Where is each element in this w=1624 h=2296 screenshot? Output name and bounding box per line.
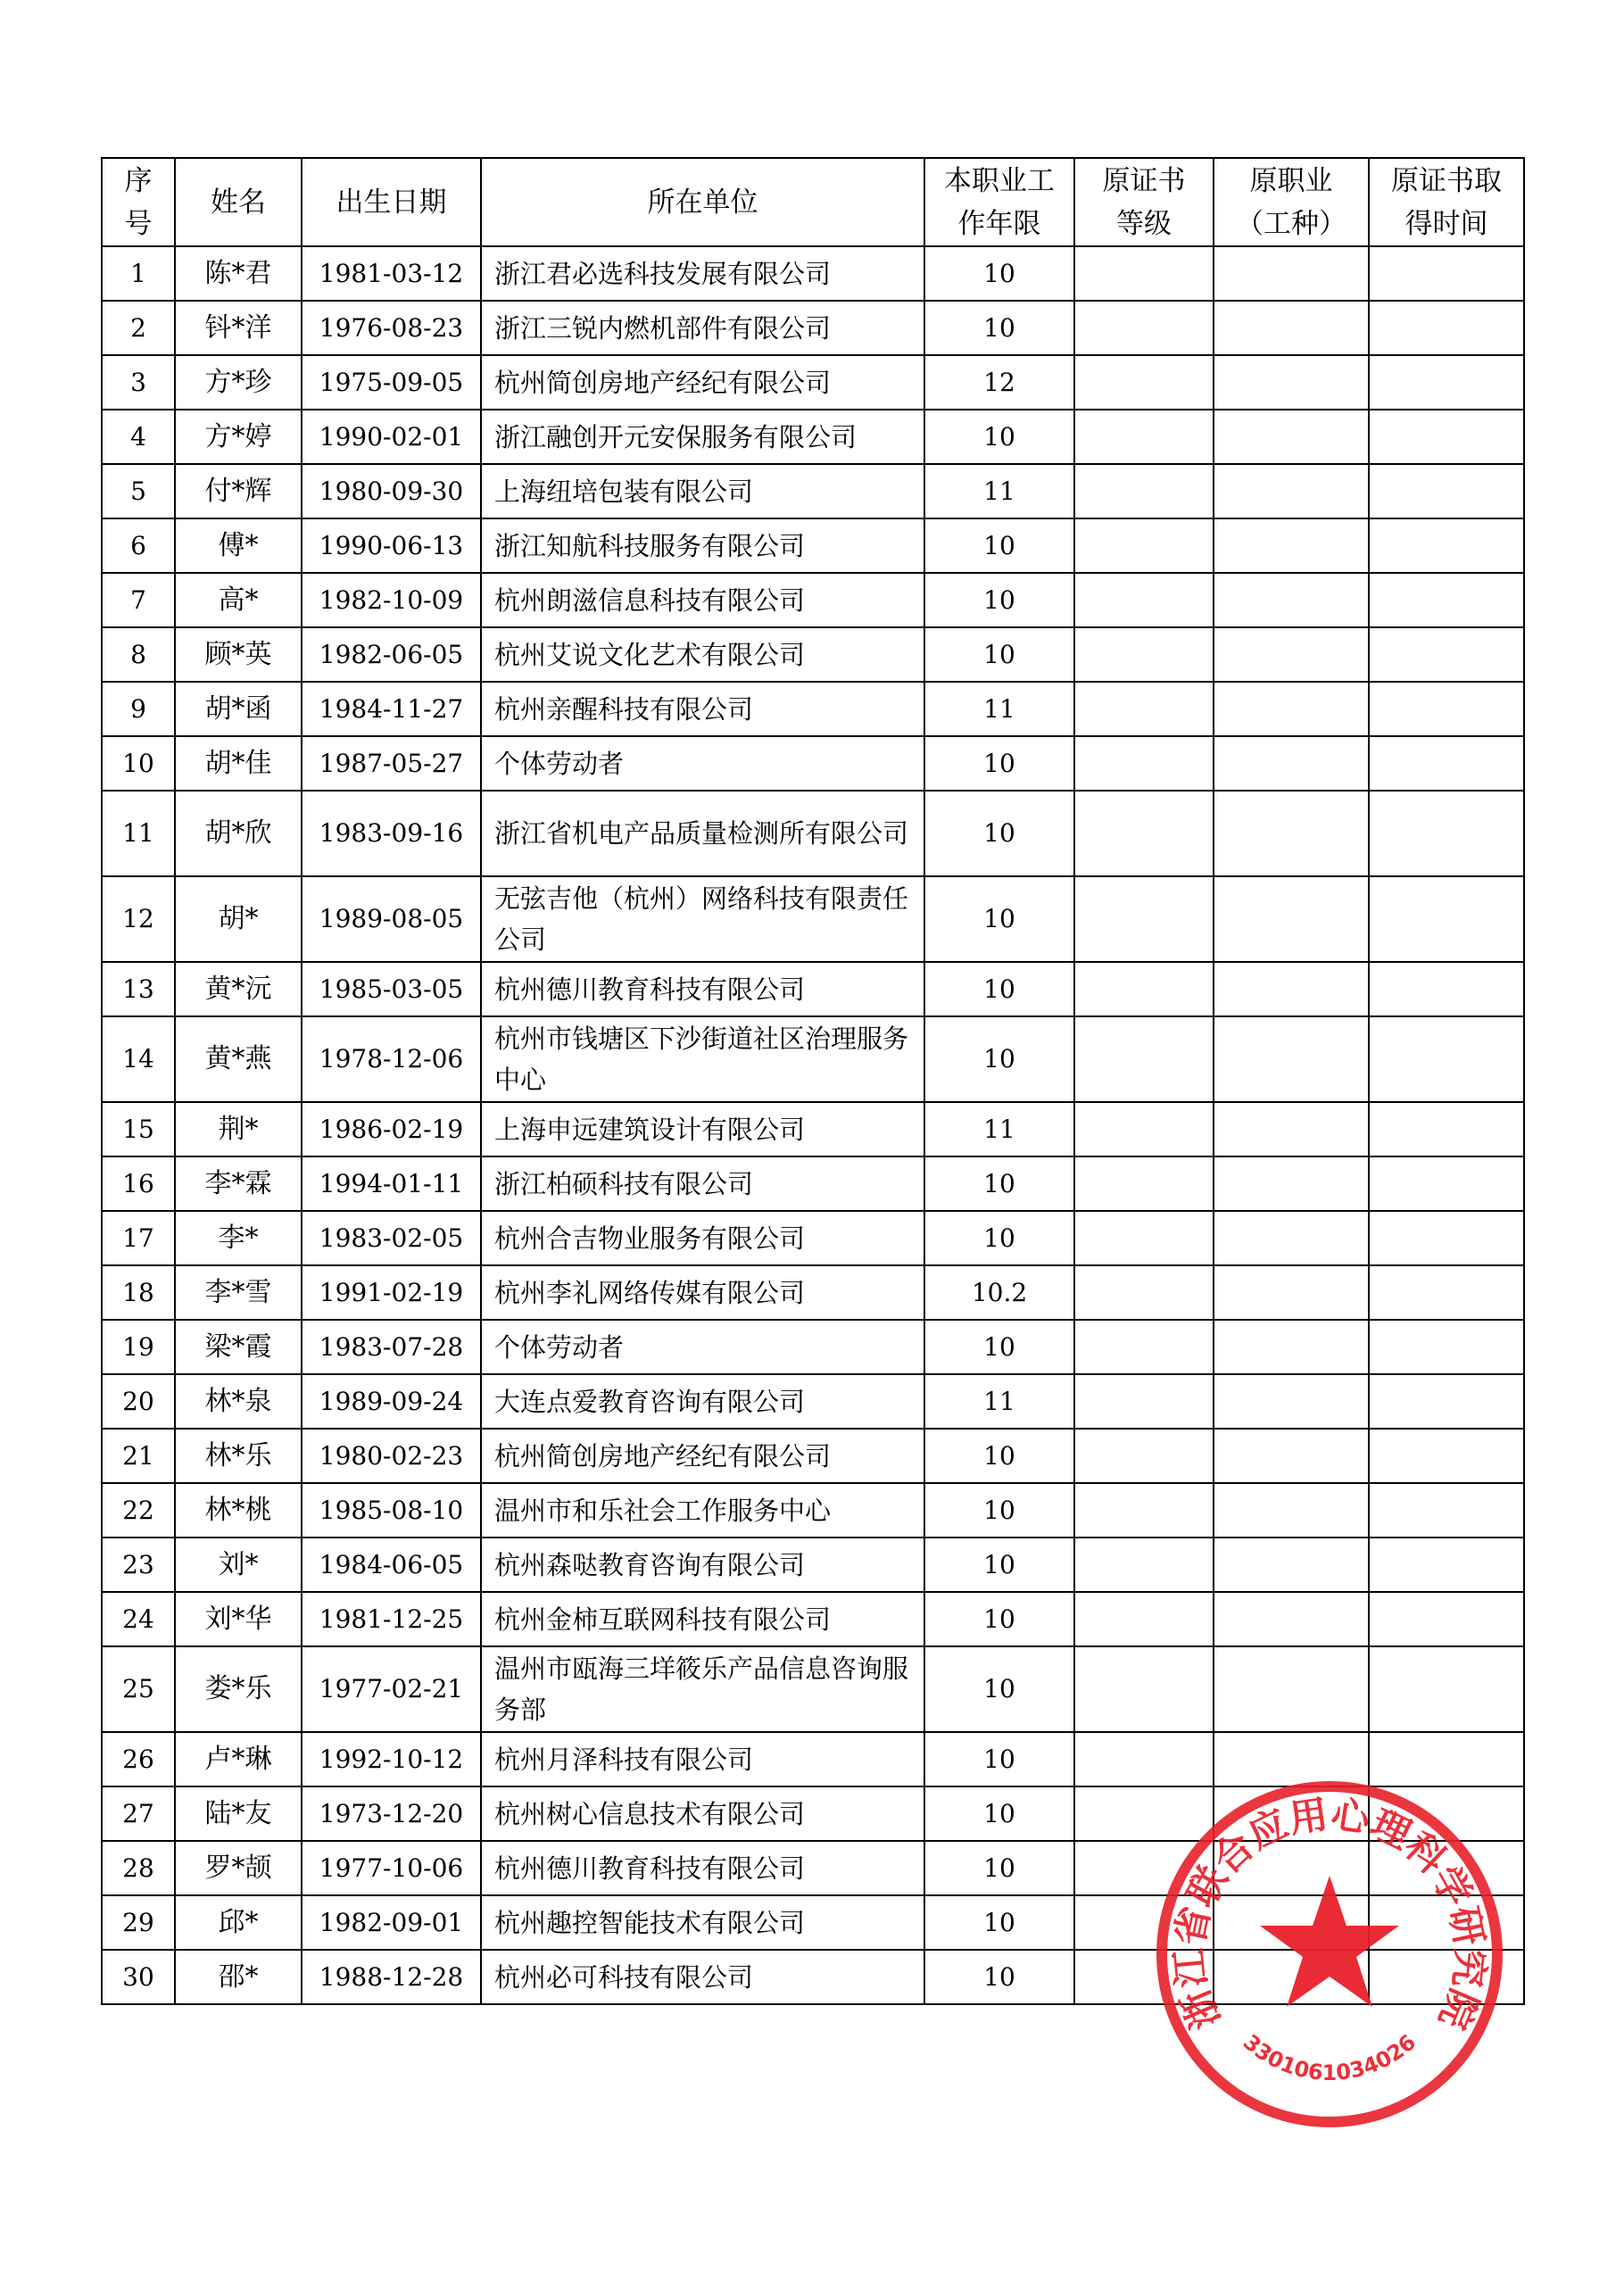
cell-unit: 上海申远建筑设计有限公司 [481,1102,924,1156]
cell-unit: 温州市和乐社会工作服务中心 [481,1483,924,1538]
cell-years: 10 [924,1841,1074,1895]
cell-cert-time [1369,1211,1524,1265]
table-row [102,573,1524,627]
cell-unit: 杭州艾说文化艺术有限公司 [481,627,924,682]
cell-unit: 杭州朗滋信息科技有限公司 [481,573,924,627]
cell-name: 陈*君 [175,246,302,301]
header-cert-time: 原证书取 得时间 [1369,158,1524,246]
cell-birth: 1990-02-01 [302,410,481,464]
cell-orig-job [1214,1211,1369,1265]
cell-birth: 1975-09-05 [302,355,481,410]
cell-years: 10 [924,1211,1074,1265]
cell-birth: 1992-10-12 [302,1732,481,1786]
table-row [102,1483,1524,1538]
cell-seq: 17 [102,1211,175,1265]
header-cert-level: 原证书 等级 [1074,158,1214,246]
cell-cert-level [1074,876,1214,962]
cell-cert-time [1369,410,1524,464]
cell-years: 10.2 [924,1265,1074,1320]
table-row [102,1374,1524,1429]
cell-orig-job [1214,876,1369,962]
cell-cert-time [1369,1016,1524,1102]
cell-orig-job [1214,1429,1369,1483]
cell-name: 卢*琳 [175,1732,302,1786]
cell-seq: 13 [102,962,175,1016]
cell-cert-time [1369,1102,1524,1156]
cell-years: 10 [924,627,1074,682]
cell-orig-job [1214,1102,1369,1156]
header-row [102,158,1524,246]
cell-seq: 30 [102,1950,175,2004]
cell-cert-level [1074,627,1214,682]
cell-birth: 1989-09-24 [302,1374,481,1429]
cell-unit: 杭州亲醒科技有限公司 [481,682,924,736]
table-row [102,1016,1524,1102]
cell-birth: 1982-10-09 [302,573,481,627]
cell-cert-time [1369,627,1524,682]
cell-seq: 28 [102,1841,175,1895]
table-row [102,355,1524,410]
cell-name: 李* [175,1211,302,1265]
cell-birth: 1980-02-23 [302,1429,481,1483]
cell-years: 10 [924,1320,1074,1374]
cell-birth: 1985-03-05 [302,962,481,1016]
cell-unit: 无弦吉他（杭州）网络科技有限责任公司 [481,876,924,962]
cell-name: 方*珍 [175,355,302,410]
cell-cert-level [1074,1538,1214,1592]
cell-seq: 22 [102,1483,175,1538]
cell-years: 10 [924,791,1074,876]
seal-name: 浙江省联合应用心理科学研究院 [1166,1792,1493,2035]
cell-seq: 26 [102,1732,175,1786]
header-seq: 序 号 [102,158,175,246]
cell-cert-level [1074,1646,1214,1732]
cell-name: 胡*佳 [175,736,302,791]
cell-birth: 1977-10-06 [302,1841,481,1895]
cell-birth: 1973-12-20 [302,1786,481,1841]
cell-name: 李*霖 [175,1156,302,1211]
cell-unit: 浙江君必选科技发展有限公司 [481,246,924,301]
cell-years: 10 [924,1950,1074,2004]
cell-orig-job [1214,573,1369,627]
cell-name: 罗*颉 [175,1841,302,1895]
cell-seq: 12 [102,876,175,962]
cell-birth: 1983-02-05 [302,1211,481,1265]
roster-table [101,157,1525,2005]
cell-birth: 1977-02-21 [302,1646,481,1732]
cell-years: 10 [924,1156,1074,1211]
cell-name: 娄*乐 [175,1646,302,1732]
cell-seq: 6 [102,518,175,573]
cell-name: 刘*华 [175,1592,302,1646]
cell-cert-level [1074,573,1214,627]
table-row [102,1211,1524,1265]
cell-years: 10 [924,1646,1074,1732]
svg-text:3301061034026 [1239,2029,1421,2085]
cell-cert-level [1074,1156,1214,1211]
cell-orig-job [1214,464,1369,518]
cell-cert-level [1074,1374,1214,1429]
cell-orig-job [1214,246,1369,301]
cell-cert-time [1369,301,1524,355]
cell-seq: 14 [102,1016,175,1102]
cell-name: 邵* [175,1950,302,2004]
cell-birth: 1978-12-06 [302,1016,481,1102]
cell-name: 傅* [175,518,302,573]
cell-cert-time [1369,1265,1524,1320]
cell-seq: 4 [102,410,175,464]
cell-years: 11 [924,464,1074,518]
cell-birth: 1976-08-23 [302,301,481,355]
cell-cert-time [1369,876,1524,962]
cell-birth: 1994-01-11 [302,1156,481,1211]
cell-orig-job [1214,1320,1369,1374]
cell-unit: 个体劳动者 [481,736,924,791]
cell-name: 邱* [175,1895,302,1950]
cell-unit: 杭州简创房地产经纪有限公司 [481,355,924,410]
cell-unit: 浙江知航科技服务有限公司 [481,518,924,573]
cell-years: 10 [924,301,1074,355]
cell-unit: 上海纽培包装有限公司 [481,464,924,518]
cell-cert-level [1074,1320,1214,1374]
cell-cert-level [1074,1592,1214,1646]
cell-seq: 23 [102,1538,175,1592]
cell-name: 黄*沅 [175,962,302,1016]
cell-seq: 25 [102,1646,175,1732]
cell-seq: 18 [102,1265,175,1320]
cell-years: 10 [924,1429,1074,1483]
cell-cert-level [1074,301,1214,355]
cell-cert-time [1369,1592,1524,1646]
cell-seq: 19 [102,1320,175,1374]
cell-name: 胡*函 [175,682,302,736]
cell-cert-level [1074,1102,1214,1156]
cell-cert-time [1369,791,1524,876]
cell-cert-time [1369,355,1524,410]
table-row [102,962,1524,1016]
cell-cert-level [1074,518,1214,573]
cell-unit: 杭州金柿互联网科技有限公司 [481,1592,924,1646]
cell-unit: 杭州趣控智能技术有限公司 [481,1895,924,1950]
cell-cert-time [1369,573,1524,627]
cell-orig-job [1214,962,1369,1016]
cell-birth: 1989-08-05 [302,876,481,962]
seal-code: 3301061034026 [1238,2029,1421,2085]
cell-birth: 1988-12-28 [302,1950,481,2004]
cell-birth: 1990-06-13 [302,518,481,573]
cell-orig-job [1214,410,1369,464]
cell-seq: 21 [102,1429,175,1483]
table-row [102,1102,1524,1156]
cell-name: 刘* [175,1538,302,1592]
cell-name: 林*泉 [175,1374,302,1429]
table-row [102,1646,1524,1732]
cell-unit: 浙江三锐内燃机部件有限公司 [481,301,924,355]
cell-orig-job [1214,355,1369,410]
roster-sheet [101,157,1523,2005]
cell-cert-level [1074,962,1214,1016]
cell-cert-time [1369,1429,1524,1483]
cell-years: 11 [924,1374,1074,1429]
roster-body [102,246,1524,2004]
header-years: 本职业工 作年限 [924,158,1074,246]
cell-unit: 杭州合吉物业服务有限公司 [481,1211,924,1265]
cell-years: 10 [924,1483,1074,1538]
cell-unit: 杭州森哒教育咨询有限公司 [481,1538,924,1592]
table-row [102,1592,1524,1646]
cell-years: 10 [924,1732,1074,1786]
cell-seq: 11 [102,791,175,876]
cell-orig-job [1214,627,1369,682]
cell-birth: 1983-07-28 [302,1320,481,1374]
cell-cert-level [1074,246,1214,301]
cell-name: 黄*燕 [175,1016,302,1102]
cell-seq: 27 [102,1786,175,1841]
cell-unit: 杭州德川教育科技有限公司 [481,1841,924,1895]
table-row [102,1265,1524,1320]
cell-seq: 9 [102,682,175,736]
cell-years: 10 [924,246,1074,301]
table-row [102,464,1524,518]
cell-years: 10 [924,962,1074,1016]
official-seal [1151,1776,1508,2133]
cell-unit: 杭州月泽科技有限公司 [481,1732,924,1786]
cell-birth: 1982-06-05 [302,627,481,682]
cell-orig-job [1214,791,1369,876]
cell-cert-level [1074,1265,1214,1320]
cell-birth: 1987-05-27 [302,736,481,791]
cell-orig-job [1214,1483,1369,1538]
table-row [102,1320,1524,1374]
cell-seq: 20 [102,1374,175,1429]
cell-seq: 5 [102,464,175,518]
cell-years: 11 [924,682,1074,736]
cell-years: 10 [924,1592,1074,1646]
cell-orig-job [1214,1592,1369,1646]
table-row [102,627,1524,682]
cell-cert-time [1369,464,1524,518]
cell-name: 陆*友 [175,1786,302,1841]
cell-birth: 1986-02-19 [302,1102,481,1156]
cell-unit: 浙江省机电产品质量检测所有限公司 [481,791,924,876]
cell-unit: 杭州必可科技有限公司 [481,1950,924,2004]
cell-birth: 1980-09-30 [302,464,481,518]
cell-birth: 1981-12-25 [302,1592,481,1646]
cell-years: 10 [924,1538,1074,1592]
cell-name: 高* [175,573,302,627]
cell-unit: 浙江柏硕科技有限公司 [481,1156,924,1211]
cell-name: 李*雪 [175,1265,302,1320]
table-row [102,682,1524,736]
cell-cert-time [1369,736,1524,791]
cell-years: 10 [924,518,1074,573]
cell-cert-level [1074,355,1214,410]
cell-cert-level [1074,1211,1214,1265]
cell-years: 10 [924,1895,1074,1950]
cell-years: 12 [924,355,1074,410]
cell-unit: 温州市瓯海三垟筱乐产品信息咨询服务部 [481,1646,924,1732]
cell-cert-time [1369,518,1524,573]
cell-cert-level [1074,736,1214,791]
cell-cert-level [1074,464,1214,518]
cell-cert-time [1369,962,1524,1016]
cell-years: 11 [924,1102,1074,1156]
cell-cert-level [1074,791,1214,876]
table-row [102,246,1524,301]
cell-unit: 杭州李礼网络传媒有限公司 [481,1265,924,1320]
table-row [102,1538,1524,1592]
cell-orig-job [1214,1016,1369,1102]
cell-seq: 24 [102,1592,175,1646]
cell-orig-job [1214,1646,1369,1732]
cell-seq: 8 [102,627,175,682]
cell-years: 10 [924,1016,1074,1102]
cell-cert-time [1369,1538,1524,1592]
cell-seq: 3 [102,355,175,410]
cell-birth: 1984-11-27 [302,682,481,736]
cell-seq: 10 [102,736,175,791]
table-row [102,1429,1524,1483]
cell-seq: 2 [102,301,175,355]
cell-cert-time [1369,1646,1524,1732]
cell-cert-time [1369,1156,1524,1211]
cell-seq: 29 [102,1895,175,1950]
cell-cert-time [1369,1483,1524,1538]
cell-orig-job [1214,736,1369,791]
header-unit: 所在单位 [481,158,924,246]
cell-unit: 杭州简创房地产经纪有限公司 [481,1429,924,1483]
cell-cert-level [1074,1429,1214,1483]
cell-unit: 杭州市钱塘区下沙街道社区治理服务中心 [481,1016,924,1102]
cell-years: 10 [924,573,1074,627]
cell-name: 荆* [175,1102,302,1156]
cell-seq: 15 [102,1102,175,1156]
cell-cert-time [1369,246,1524,301]
table-row [102,876,1524,962]
table-row [102,1156,1524,1211]
cell-cert-level [1074,410,1214,464]
cell-years: 10 [924,1786,1074,1841]
cell-name: 胡*欣 [175,791,302,876]
cell-orig-job [1214,301,1369,355]
table-row [102,301,1524,355]
cell-cert-level [1074,1016,1214,1102]
cell-birth: 1991-02-19 [302,1265,481,1320]
cell-seq: 16 [102,1156,175,1211]
cell-name: 付*辉 [175,464,302,518]
cell-seq: 1 [102,246,175,301]
cell-name: 顾*英 [175,627,302,682]
star-icon [1260,1876,1399,2007]
cell-orig-job [1214,682,1369,736]
cell-years: 10 [924,876,1074,962]
cell-name: 钭*洋 [175,301,302,355]
cell-orig-job [1214,518,1369,573]
cell-unit: 大连点爱教育咨询有限公司 [481,1374,924,1429]
header-orig-job: 原职业 （工种） [1214,158,1369,246]
cell-name: 方*婷 [175,410,302,464]
cell-name: 梁*霞 [175,1320,302,1374]
table-row [102,791,1524,876]
cell-birth: 1982-09-01 [302,1895,481,1950]
cell-birth: 1984-06-05 [302,1538,481,1592]
cell-cert-level [1074,1483,1214,1538]
table-row [102,518,1524,573]
table-row [102,736,1524,791]
header-name: 姓名 [175,158,302,246]
cell-name: 胡* [175,876,302,962]
cell-orig-job [1214,1374,1369,1429]
table-row [102,410,1524,464]
cell-unit: 浙江融创开元安保服务有限公司 [481,410,924,464]
cell-cert-time [1369,682,1524,736]
cell-unit: 个体劳动者 [481,1320,924,1374]
cell-birth: 1985-08-10 [302,1483,481,1538]
cell-birth: 1981-03-12 [302,246,481,301]
cell-seq: 7 [102,573,175,627]
cell-unit: 杭州德川教育科技有限公司 [481,962,924,1016]
cell-orig-job [1214,1538,1369,1592]
cell-birth: 1983-09-16 [302,791,481,876]
cell-orig-job [1214,1265,1369,1320]
cell-years: 10 [924,410,1074,464]
cell-unit: 杭州树心信息技术有限公司 [481,1786,924,1841]
cell-cert-time [1369,1374,1524,1429]
cell-name: 林*乐 [175,1429,302,1483]
cell-cert-time [1369,1320,1524,1374]
cell-years: 10 [924,736,1074,791]
cell-orig-job [1214,1156,1369,1211]
cell-cert-level [1074,682,1214,736]
header-birth: 出生日期 [302,158,481,246]
cell-name: 林*桃 [175,1483,302,1538]
